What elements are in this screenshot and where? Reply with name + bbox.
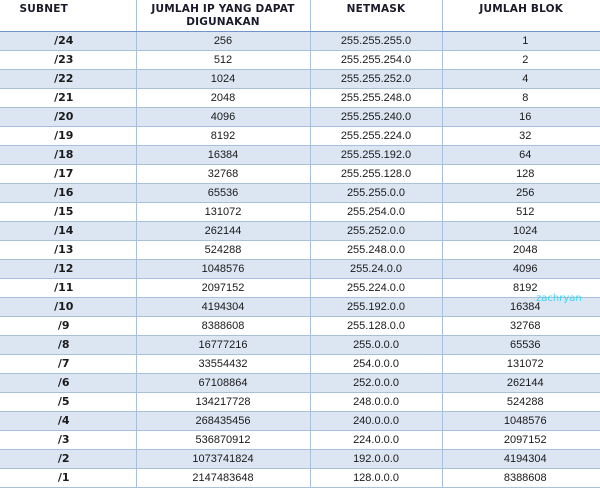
table-row	[0, 221, 600, 240]
table-row	[0, 354, 600, 373]
cell-jumlah-ip: 8192	[136, 126, 310, 145]
table-row	[0, 145, 600, 164]
cell-jumlah-blok: 32	[442, 126, 600, 145]
table-row	[0, 50, 600, 69]
cell-subnet: /16	[0, 183, 136, 202]
cell-netmask: 254.0.0.0	[310, 354, 442, 373]
cell-netmask: 255.248.0.0	[310, 240, 442, 259]
table-row	[0, 183, 600, 202]
table-row	[0, 411, 600, 430]
cell-jumlah-ip: 536870912	[136, 430, 310, 449]
cell-netmask: 255.255.128.0	[310, 164, 442, 183]
cell-jumlah-ip: 2097152	[136, 278, 310, 297]
cell-jumlah-blok: 1048576	[442, 411, 600, 430]
cell-subnet: /2	[0, 449, 136, 468]
cell-netmask: 255.255.192.0	[310, 145, 442, 164]
cell-jumlah-blok: 128	[442, 164, 600, 183]
cell-jumlah-blok: 8192	[442, 278, 600, 297]
header-row	[0, 0, 600, 31]
cell-jumlah-ip: 512	[136, 50, 310, 69]
cell-subnet: /7	[0, 354, 136, 373]
cell-netmask: 255.192.0.0	[310, 297, 442, 316]
cell-subnet: /6	[0, 373, 136, 392]
cell-subnet: /18	[0, 145, 136, 164]
cell-netmask: 240.0.0.0	[310, 411, 442, 430]
cell-jumlah-ip: 4096	[136, 107, 310, 126]
header-jumlah-blok: JUMLAH BLOK	[442, 0, 600, 31]
cell-subnet: /5	[0, 392, 136, 411]
cell-netmask: 255.255.0.0	[310, 183, 442, 202]
table-row	[0, 316, 600, 335]
cell-jumlah-blok: 1	[442, 31, 600, 50]
table-row	[0, 430, 600, 449]
cell-jumlah-ip: 131072	[136, 202, 310, 221]
cell-jumlah-ip: 134217728	[136, 392, 310, 411]
cell-jumlah-blok: 262144	[442, 373, 600, 392]
cell-netmask: 224.0.0.0	[310, 430, 442, 449]
table-row	[0, 449, 600, 468]
cell-jumlah-ip: 1024	[136, 69, 310, 88]
cell-netmask: 255.255.254.0	[310, 50, 442, 69]
header-netmask: NETMASK	[310, 0, 442, 31]
cell-jumlah-ip: 256	[136, 31, 310, 50]
cell-subnet: /14	[0, 221, 136, 240]
cell-jumlah-blok: 8	[442, 88, 600, 107]
cell-netmask: 192.0.0.0	[310, 449, 442, 468]
cell-subnet: /11	[0, 278, 136, 297]
cell-jumlah-ip: 1073741824	[136, 449, 310, 468]
cell-subnet: /12	[0, 259, 136, 278]
table-row	[0, 164, 600, 183]
table-header	[0, 0, 600, 31]
cell-jumlah-blok: 2048	[442, 240, 600, 259]
table-row	[0, 278, 600, 297]
cell-jumlah-blok: 32768	[442, 316, 600, 335]
cell-netmask: 255.255.248.0	[310, 88, 442, 107]
cell-netmask: 248.0.0.0	[310, 392, 442, 411]
cell-jumlah-blok: 65536	[442, 335, 600, 354]
cell-jumlah-ip: 1048576	[136, 259, 310, 278]
cell-jumlah-ip: 2048	[136, 88, 310, 107]
cell-jumlah-blok: 4	[442, 69, 600, 88]
cell-subnet: /10	[0, 297, 136, 316]
table-row	[0, 107, 600, 126]
cell-jumlah-blok: 512	[442, 202, 600, 221]
cell-netmask: 255.0.0.0	[310, 335, 442, 354]
cell-subnet: /15	[0, 202, 136, 221]
cell-subnet: /19	[0, 126, 136, 145]
cell-subnet: /17	[0, 164, 136, 183]
cell-jumlah-blok: 64	[442, 145, 600, 164]
cell-subnet: /21	[0, 88, 136, 107]
table-row	[0, 297, 600, 316]
cell-jumlah-blok: 4096	[442, 259, 600, 278]
table-row	[0, 88, 600, 107]
cell-subnet: /24	[0, 31, 136, 50]
cell-subnet: /20	[0, 107, 136, 126]
cell-netmask: 255.252.0.0	[310, 221, 442, 240]
cell-subnet: /23	[0, 50, 136, 69]
table-row	[0, 373, 600, 392]
table-row	[0, 31, 600, 50]
cell-jumlah-ip: 16384	[136, 145, 310, 164]
cell-jumlah-ip: 32768	[136, 164, 310, 183]
cell-jumlah-ip: 524288	[136, 240, 310, 259]
cell-subnet: /3	[0, 430, 136, 449]
table-row	[0, 202, 600, 221]
table-row	[0, 69, 600, 88]
cell-netmask: 255.255.240.0	[310, 107, 442, 126]
cell-jumlah-ip: 2147483648	[136, 468, 310, 487]
cell-jumlah-ip: 67108864	[136, 373, 310, 392]
cell-jumlah-blok: 16384	[442, 297, 600, 316]
cell-subnet: /9	[0, 316, 136, 335]
cell-jumlah-blok: 524288	[442, 392, 600, 411]
cell-netmask: 255.128.0.0	[310, 316, 442, 335]
cell-jumlah-blok: 2097152	[442, 430, 600, 449]
cell-netmask: 255.255.255.0	[310, 31, 442, 50]
cell-subnet: /1	[0, 468, 136, 487]
cell-subnet: /13	[0, 240, 136, 259]
cell-jumlah-blok: 4194304	[442, 449, 600, 468]
cell-jumlah-blok: 8388608	[442, 468, 600, 487]
cell-jumlah-blok: 1024	[442, 221, 600, 240]
cell-jumlah-blok: 16	[442, 107, 600, 126]
cell-jumlah-blok: 2	[442, 50, 600, 69]
table-row	[0, 468, 600, 487]
cell-jumlah-ip: 33554432	[136, 354, 310, 373]
cell-jumlah-ip: 268435456	[136, 411, 310, 430]
table-row	[0, 240, 600, 259]
cell-jumlah-blok: 256	[442, 183, 600, 202]
cell-jumlah-ip: 4194304	[136, 297, 310, 316]
header-jumlah-ip: JUMLAH IP YANG DAPAT DIGUNAKAN	[136, 0, 310, 31]
cell-jumlah-ip: 262144	[136, 221, 310, 240]
cell-netmask: 255.255.252.0	[310, 69, 442, 88]
cell-subnet: /8	[0, 335, 136, 354]
cell-netmask: 255.224.0.0	[310, 278, 442, 297]
watermark-text: zachryan	[536, 293, 582, 304]
cell-jumlah-ip: 65536	[136, 183, 310, 202]
cell-jumlah-blok: 131072	[442, 354, 600, 373]
cell-netmask: 255.254.0.0	[310, 202, 442, 221]
cell-jumlah-ip: 8388608	[136, 316, 310, 335]
cell-netmask: 252.0.0.0	[310, 373, 442, 392]
header-subnet: SUBNET	[0, 0, 136, 31]
table-row	[0, 335, 600, 354]
cell-subnet: /4	[0, 411, 136, 430]
table-body	[0, 31, 600, 487]
table-row	[0, 126, 600, 145]
table-row	[0, 259, 600, 278]
cell-subnet: /22	[0, 69, 136, 88]
cell-jumlah-ip: 16777216	[136, 335, 310, 354]
cell-netmask: 128.0.0.0	[310, 468, 442, 487]
table-row	[0, 392, 600, 411]
cell-netmask: 255.255.224.0	[310, 126, 442, 145]
cell-netmask: 255.24.0.0	[310, 259, 442, 278]
